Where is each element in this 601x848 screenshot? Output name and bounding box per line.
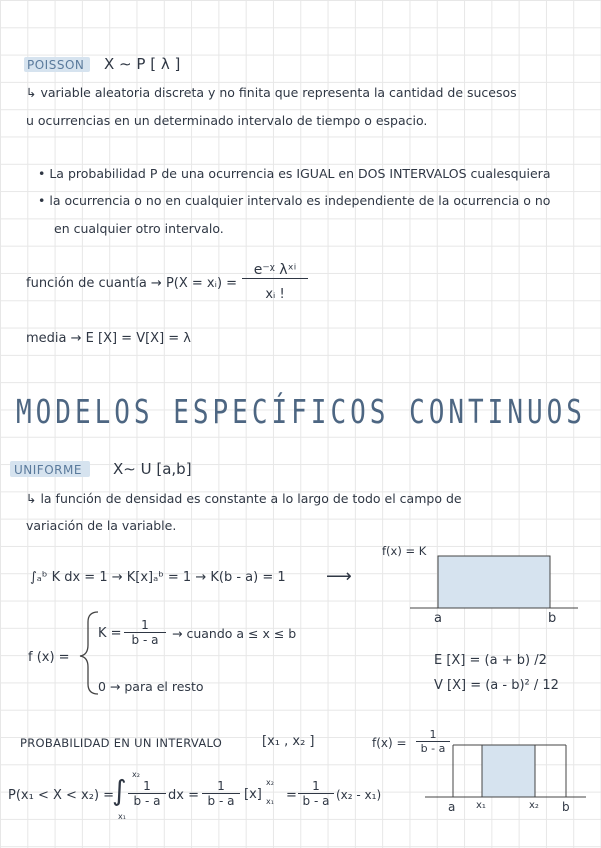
interval-frac3-numerator: 1: [298, 779, 334, 794]
case2: 0 → para el resto: [98, 679, 204, 694]
poisson-description-line1: ↳ variable aleatoria discreta y no finita que representa la cantidad de sucesos: [26, 85, 517, 100]
uniform-variance: V [X] = (a - b)² / 12: [434, 678, 559, 693]
interval-axis-x1: x₁: [476, 800, 486, 811]
interval-axis-b: b: [562, 800, 570, 814]
interval-axis-a: a: [448, 800, 456, 814]
case1-condition: → cuando a ≤ x ≤ b: [172, 626, 297, 641]
interval-bracket-upper: x₂: [266, 778, 274, 787]
density-label: f(x) = K: [382, 544, 427, 558]
interval-fx-label: f(x) =: [372, 736, 407, 750]
uniforme-integral: ∫ₐᵇ K dx = 1 → K[x]ₐᵇ = 1 → K(b - a) = 1: [30, 570, 286, 585]
interval-limit-upper: x₂: [132, 770, 140, 779]
case1-numerator: 1: [124, 618, 166, 633]
uniforme-label: UNIFORME: [14, 463, 82, 477]
case1-denominator: b - a: [131, 633, 159, 647]
interval-axis-x2: x₂: [529, 800, 539, 811]
poisson-distribution: X ∼ P [ λ ]: [104, 55, 181, 73]
interval-bracket: [x]: [244, 787, 262, 802]
interval-frac2: [202, 779, 240, 808]
interval-tail: (x₂ - x₁): [336, 788, 382, 802]
interval-frac1-numerator: 1: [128, 779, 166, 794]
uniforme-arrow: ⟶: [326, 566, 352, 587]
interval-equals: =: [286, 788, 297, 803]
poisson-bullet-2-cont: en cualquier otro intervalo.: [54, 221, 224, 236]
interval-limit-lower: x₁: [118, 812, 126, 821]
interval-bracket-lower: x₁: [266, 797, 274, 806]
density-rectangle: [438, 556, 550, 608]
interval-dx: dx =: [168, 788, 199, 803]
interval-frac2-numerator: 1: [202, 779, 240, 794]
uniforme-distribution: X∼ U [a,b]: [113, 460, 192, 478]
uniforme-description-line2: variación de la variable.: [26, 518, 177, 533]
uniforme-description-line1: ↳ la función de densidad es constante a lo largo de todo el campo de: [26, 491, 462, 506]
density-axis-b: b: [548, 611, 557, 626]
poisson-label: POISSON: [27, 58, 85, 72]
interval-shaded-area: [482, 745, 535, 797]
piecewise-fx: f (x) =: [28, 650, 70, 665]
poisson-mean-variance: media → E [X] = V[X] = λ: [26, 331, 191, 346]
interval-fx-denominator: b - a: [420, 742, 446, 755]
interval-range: [x₁ , x₂ ]: [262, 734, 315, 749]
poisson-bullet-2: • la ocurrencia o no en cualquier intervalo es independiente de la ocurrencia o no: [38, 193, 551, 208]
poisson-description-line2: u ocurrencias en un determinado intervalo de tiempo o espacio.: [26, 113, 428, 128]
interval-frac3-denominator: b - a: [302, 794, 330, 808]
interval-frac1-denominator: b - a: [133, 794, 161, 808]
case1-fraction: [124, 618, 166, 647]
interval-integral-sign: ∫: [112, 774, 127, 807]
cuantia-formula-left: función de cuantía → P(X = xᵢ) =: [26, 276, 238, 291]
interval-fx-fraction: [416, 728, 450, 755]
uniform-expectation: E [X] = (a + b) /2: [434, 653, 547, 668]
interval-title: PROBABILIDAD EN UN INTERVALO: [20, 736, 223, 750]
interval-fx-numerator: 1: [416, 728, 450, 742]
cuantia-denominator: xᵢ !: [265, 287, 285, 302]
case1-k: K =: [98, 626, 122, 641]
interval-frac2-denominator: b - a: [207, 794, 235, 808]
cuantia-numerator: e⁻ᵡ λˣⁱ: [242, 262, 308, 279]
density-axis-a: a: [434, 611, 442, 626]
section-heading: MODELOS ESPECÍFICOS CONTINUOS: [16, 394, 586, 432]
interval-frac1: [128, 779, 166, 808]
interval-formula-left: P(x₁ < X < x₂) =: [8, 788, 115, 803]
piecewise-brace: [80, 612, 98, 694]
interval-frac3: [298, 779, 334, 808]
poisson-bullet-1: • La probabilidad P de una ocurrencia es IGUAL en DOS INTERVALOS cualesquiera: [38, 166, 551, 181]
